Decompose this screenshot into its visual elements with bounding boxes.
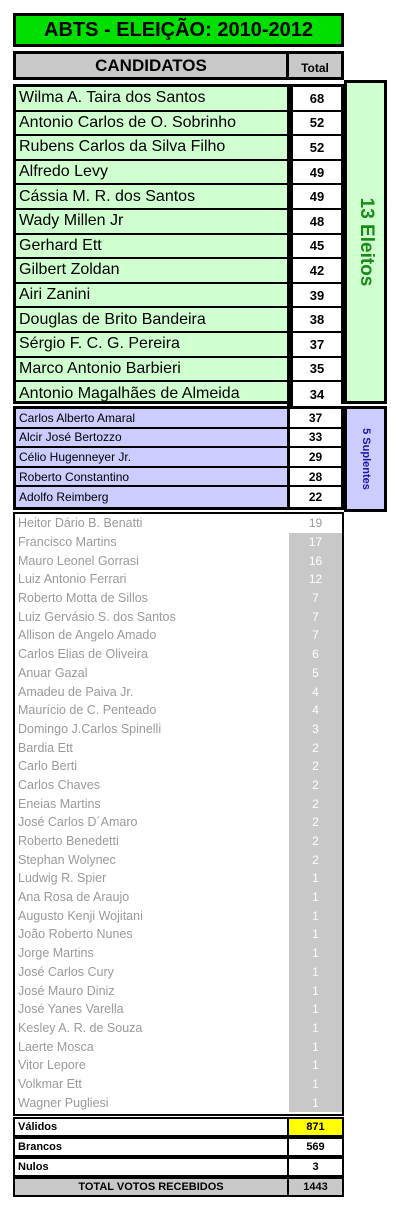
- candidate-row: [15, 682, 342, 701]
- vote-count: 1: [289, 888, 342, 907]
- elected-row: [16, 235, 341, 260]
- vote-count: 37: [290, 409, 341, 427]
- candidate-row: [15, 738, 342, 757]
- candidate-row: [15, 551, 342, 570]
- vote-count: 5: [289, 664, 342, 683]
- alternate-row: [16, 487, 341, 507]
- candidate-name: Bardia Ett: [18, 740, 73, 755]
- vote-count: 2: [289, 832, 342, 851]
- candidate-name: Carlo Berti: [18, 759, 78, 774]
- elected-side-label: [344, 80, 387, 404]
- total-received-label: TOTAL VOTOS RECEBIDOS: [15, 1179, 289, 1195]
- candidate-name: Alcir José Bertozzo: [16, 429, 290, 447]
- vote-count: 35: [290, 358, 341, 381]
- elected-row: [16, 358, 341, 383]
- vote-count: 7: [289, 589, 342, 608]
- vote-count: 1: [289, 944, 342, 963]
- alternates-table: [13, 406, 344, 510]
- nulos-row: [13, 1157, 344, 1177]
- candidate-name: Maurício de C. Penteado: [18, 703, 157, 718]
- elected-row: [16, 185, 341, 210]
- candidate-row: [15, 944, 342, 963]
- candidate-row: [15, 981, 342, 1000]
- alternate-row: [16, 448, 341, 468]
- candidate-row: [15, 645, 342, 664]
- alternate-row: [16, 409, 341, 429]
- vote-count: 7: [289, 607, 342, 626]
- vote-count: 3: [289, 720, 342, 739]
- candidate-row: [15, 570, 342, 589]
- candidate-row: [15, 1037, 342, 1056]
- vote-count: 2: [289, 738, 342, 757]
- vote-count: 29: [290, 448, 341, 466]
- candidate-row: [15, 589, 342, 608]
- candidate-name: Anuar Gazal: [18, 665, 88, 680]
- brancos-value: 569: [306, 1141, 325, 1153]
- candidate-name: Adolfo Reimberg: [16, 487, 290, 507]
- candidate-row: [15, 533, 342, 552]
- elected-row: [16, 87, 341, 112]
- candidate-name: Laerte Mosca: [18, 1039, 94, 1054]
- vote-count: 1: [289, 1056, 342, 1075]
- vote-count: 1: [289, 925, 342, 944]
- candidate-row: [15, 776, 342, 795]
- vote-count: 1: [289, 981, 342, 1000]
- vote-count: 2: [289, 794, 342, 813]
- vote-count: 2: [289, 813, 342, 832]
- candidate-name: José Yanes Varella: [18, 1002, 124, 1017]
- total-received-value: 1443: [303, 1181, 328, 1193]
- candidates-header: CANDIDATOS: [13, 51, 289, 80]
- page-title: ABTS - ELEIÇÃO: 2010-2012: [13, 13, 344, 47]
- elected-row: [16, 210, 341, 235]
- candidate-name: Antonio Magalhães de Almeida: [16, 382, 290, 407]
- candidate-name: João Roberto Nunes: [18, 927, 133, 942]
- candidate-name: Stephan Wolynec: [18, 852, 116, 867]
- candidate-name: Eneias Martins: [18, 796, 101, 811]
- candidate-row: [15, 832, 342, 851]
- vote-count: 42: [290, 259, 341, 282]
- candidate-row: [15, 813, 342, 832]
- vote-count: 1: [289, 1037, 342, 1056]
- candidate-row: [15, 720, 342, 739]
- nulos-value: 3: [312, 1161, 319, 1173]
- total-header: Total: [289, 51, 344, 80]
- candidate-name: José Carlos D´Amaro: [18, 815, 138, 830]
- candidate-name: Vitor Lepore: [18, 1058, 86, 1073]
- candidate-name: Gerhard Ett: [16, 235, 290, 258]
- elected-row: [16, 382, 341, 407]
- candidate-row: [15, 850, 342, 869]
- candidate-name: Douglas de Brito Bandeira: [16, 308, 290, 331]
- total-received-row: [13, 1177, 344, 1197]
- candidate-row: [15, 906, 342, 925]
- candidate-name: Wady Millen Jr: [16, 210, 290, 233]
- alternate-row: [16, 468, 341, 488]
- candidate-row: [15, 963, 342, 982]
- candidate-row: [15, 664, 342, 683]
- vote-count: 1: [289, 963, 342, 982]
- elected-row: [16, 259, 341, 284]
- candidate-row: [15, 1000, 342, 1019]
- validos-label: Válidos: [15, 1119, 289, 1135]
- vote-count: 4: [289, 682, 342, 701]
- candidate-name: Ludwig R. Spier: [18, 871, 107, 886]
- vote-count: 52: [290, 136, 341, 159]
- candidate-name: Carlos Elias de Oliveira: [18, 647, 148, 662]
- candidate-name: Carlos Chaves: [18, 777, 100, 792]
- candidate-row: [15, 925, 342, 944]
- vote-count: 7: [289, 626, 342, 645]
- vote-count: 2: [289, 757, 342, 776]
- candidate-row: [15, 1056, 342, 1075]
- vote-count: 49: [290, 161, 341, 184]
- vote-count: 1: [289, 1019, 342, 1038]
- candidate-name: Airi Zanini: [16, 284, 290, 307]
- candidate-row: [15, 607, 342, 626]
- elected-row: [16, 112, 341, 137]
- vote-count: 22: [290, 487, 341, 507]
- vote-count: 38: [290, 308, 341, 331]
- alternate-row: [16, 429, 341, 449]
- candidate-name: Volkmar Ett: [18, 1076, 82, 1091]
- brancos-label: Brancos: [15, 1139, 289, 1155]
- candidate-name: Marco Antonio Barbieri: [16, 358, 290, 381]
- alternates-side-label: [344, 406, 387, 512]
- vote-count: 2: [289, 776, 342, 795]
- candidate-row: [15, 1019, 342, 1038]
- candidate-name: Gilbert Zoldan: [16, 259, 290, 282]
- vote-count: 33: [290, 429, 341, 447]
- vote-count: 1: [289, 1000, 342, 1019]
- vote-count: 19: [289, 514, 342, 533]
- candidate-name: Ana Rosa de Araujo: [18, 890, 130, 905]
- candidate-row: [15, 888, 342, 907]
- vote-count: 37: [290, 333, 341, 356]
- alternates-count-label: 5 Suplentes: [359, 428, 372, 490]
- vote-count: 48: [290, 210, 341, 233]
- elected-row: [16, 284, 341, 309]
- validos-value: 871: [289, 1119, 342, 1135]
- vote-count: 2: [289, 850, 342, 869]
- candidate-row: [15, 1075, 342, 1094]
- nulos-label: Nulos: [15, 1159, 289, 1175]
- candidate-name: Augusto Kenji Wojitani: [18, 908, 143, 923]
- vote-count: 49: [290, 185, 341, 208]
- vote-count: 39: [290, 284, 341, 307]
- vote-count: 1: [289, 906, 342, 925]
- vote-count: 52: [290, 112, 341, 135]
- vote-count: 1: [289, 1093, 342, 1112]
- candidate-name: Domingo J.Carlos Spinelli: [18, 721, 162, 736]
- candidate-name: Kesley A. R. de Souza: [18, 1020, 143, 1035]
- candidate-row: [15, 757, 342, 776]
- candidate-name: Roberto Constantino: [16, 468, 290, 486]
- candidate-name: José Carlos Cury: [18, 964, 114, 979]
- vote-count: 4: [289, 701, 342, 720]
- vote-count: 45: [290, 235, 341, 258]
- vote-count: 6: [289, 645, 342, 664]
- elected-row: [16, 308, 341, 333]
- candidate-row: [15, 514, 342, 533]
- candidate-name: Heitor Dário B. Benatti: [18, 516, 143, 531]
- candidate-name: Rubens Carlos da Silva Filho: [16, 136, 290, 159]
- candidate-name: José Mauro Diniz: [18, 983, 115, 998]
- candidate-row: [15, 626, 342, 645]
- candidate-name: Roberto Benedetti: [18, 834, 119, 849]
- candidate-name: Mauro Leonel Gorrasi: [18, 553, 139, 568]
- elected-table: [13, 84, 344, 404]
- candidate-name: Cássia M. R. dos Santos: [16, 185, 290, 208]
- vote-count: 1: [289, 869, 342, 888]
- candidate-row: [15, 794, 342, 813]
- vote-count: 34: [290, 382, 341, 407]
- candidate-name: Carlos Alberto Amaral: [16, 409, 290, 427]
- brancos-row: [13, 1137, 344, 1157]
- vote-count: 68: [290, 87, 341, 110]
- elected-row: [16, 161, 341, 186]
- validos-row: [13, 1117, 344, 1137]
- candidate-name: Antonio Carlos de O. Sobrinho: [16, 112, 290, 135]
- elected-row: [16, 136, 341, 161]
- candidate-name: Luiz Antonio Ferrari: [18, 572, 127, 587]
- candidate-row: [15, 1093, 342, 1112]
- vote-count: 17: [289, 533, 342, 552]
- candidate-name: Allison de Angelo Amado: [18, 628, 157, 643]
- candidate-name: Roberto Motta de Sillos: [18, 591, 148, 606]
- others-table: [13, 512, 344, 1116]
- candidate-name: Wagner Pugliesi: [18, 1095, 109, 1110]
- vote-count: 12: [289, 570, 342, 589]
- candidate-name: Alfredo Levy: [16, 161, 290, 184]
- vote-count: 1: [289, 1075, 342, 1094]
- candidate-name: Luiz Gervásio S. dos Santos: [18, 609, 176, 624]
- candidate-name: Sérgio F. C. G. Pereira: [16, 333, 290, 356]
- candidate-name: Wilma A. Taira dos Santos: [16, 87, 290, 110]
- candidate-name: Célio Hugenneyer Jr.: [16, 448, 290, 466]
- candidate-name: Francisco Martins: [18, 535, 117, 550]
- candidate-name: Amadeu de Paiva Jr.: [18, 684, 134, 699]
- elected-count-label: 13 Eleitos: [355, 197, 377, 287]
- vote-count: 16: [289, 551, 342, 570]
- candidate-row: [15, 869, 342, 888]
- elected-row: [16, 333, 341, 358]
- candidate-name: Jorge Martins: [18, 946, 94, 961]
- vote-count: 28: [290, 468, 341, 486]
- candidate-row: [15, 701, 342, 720]
